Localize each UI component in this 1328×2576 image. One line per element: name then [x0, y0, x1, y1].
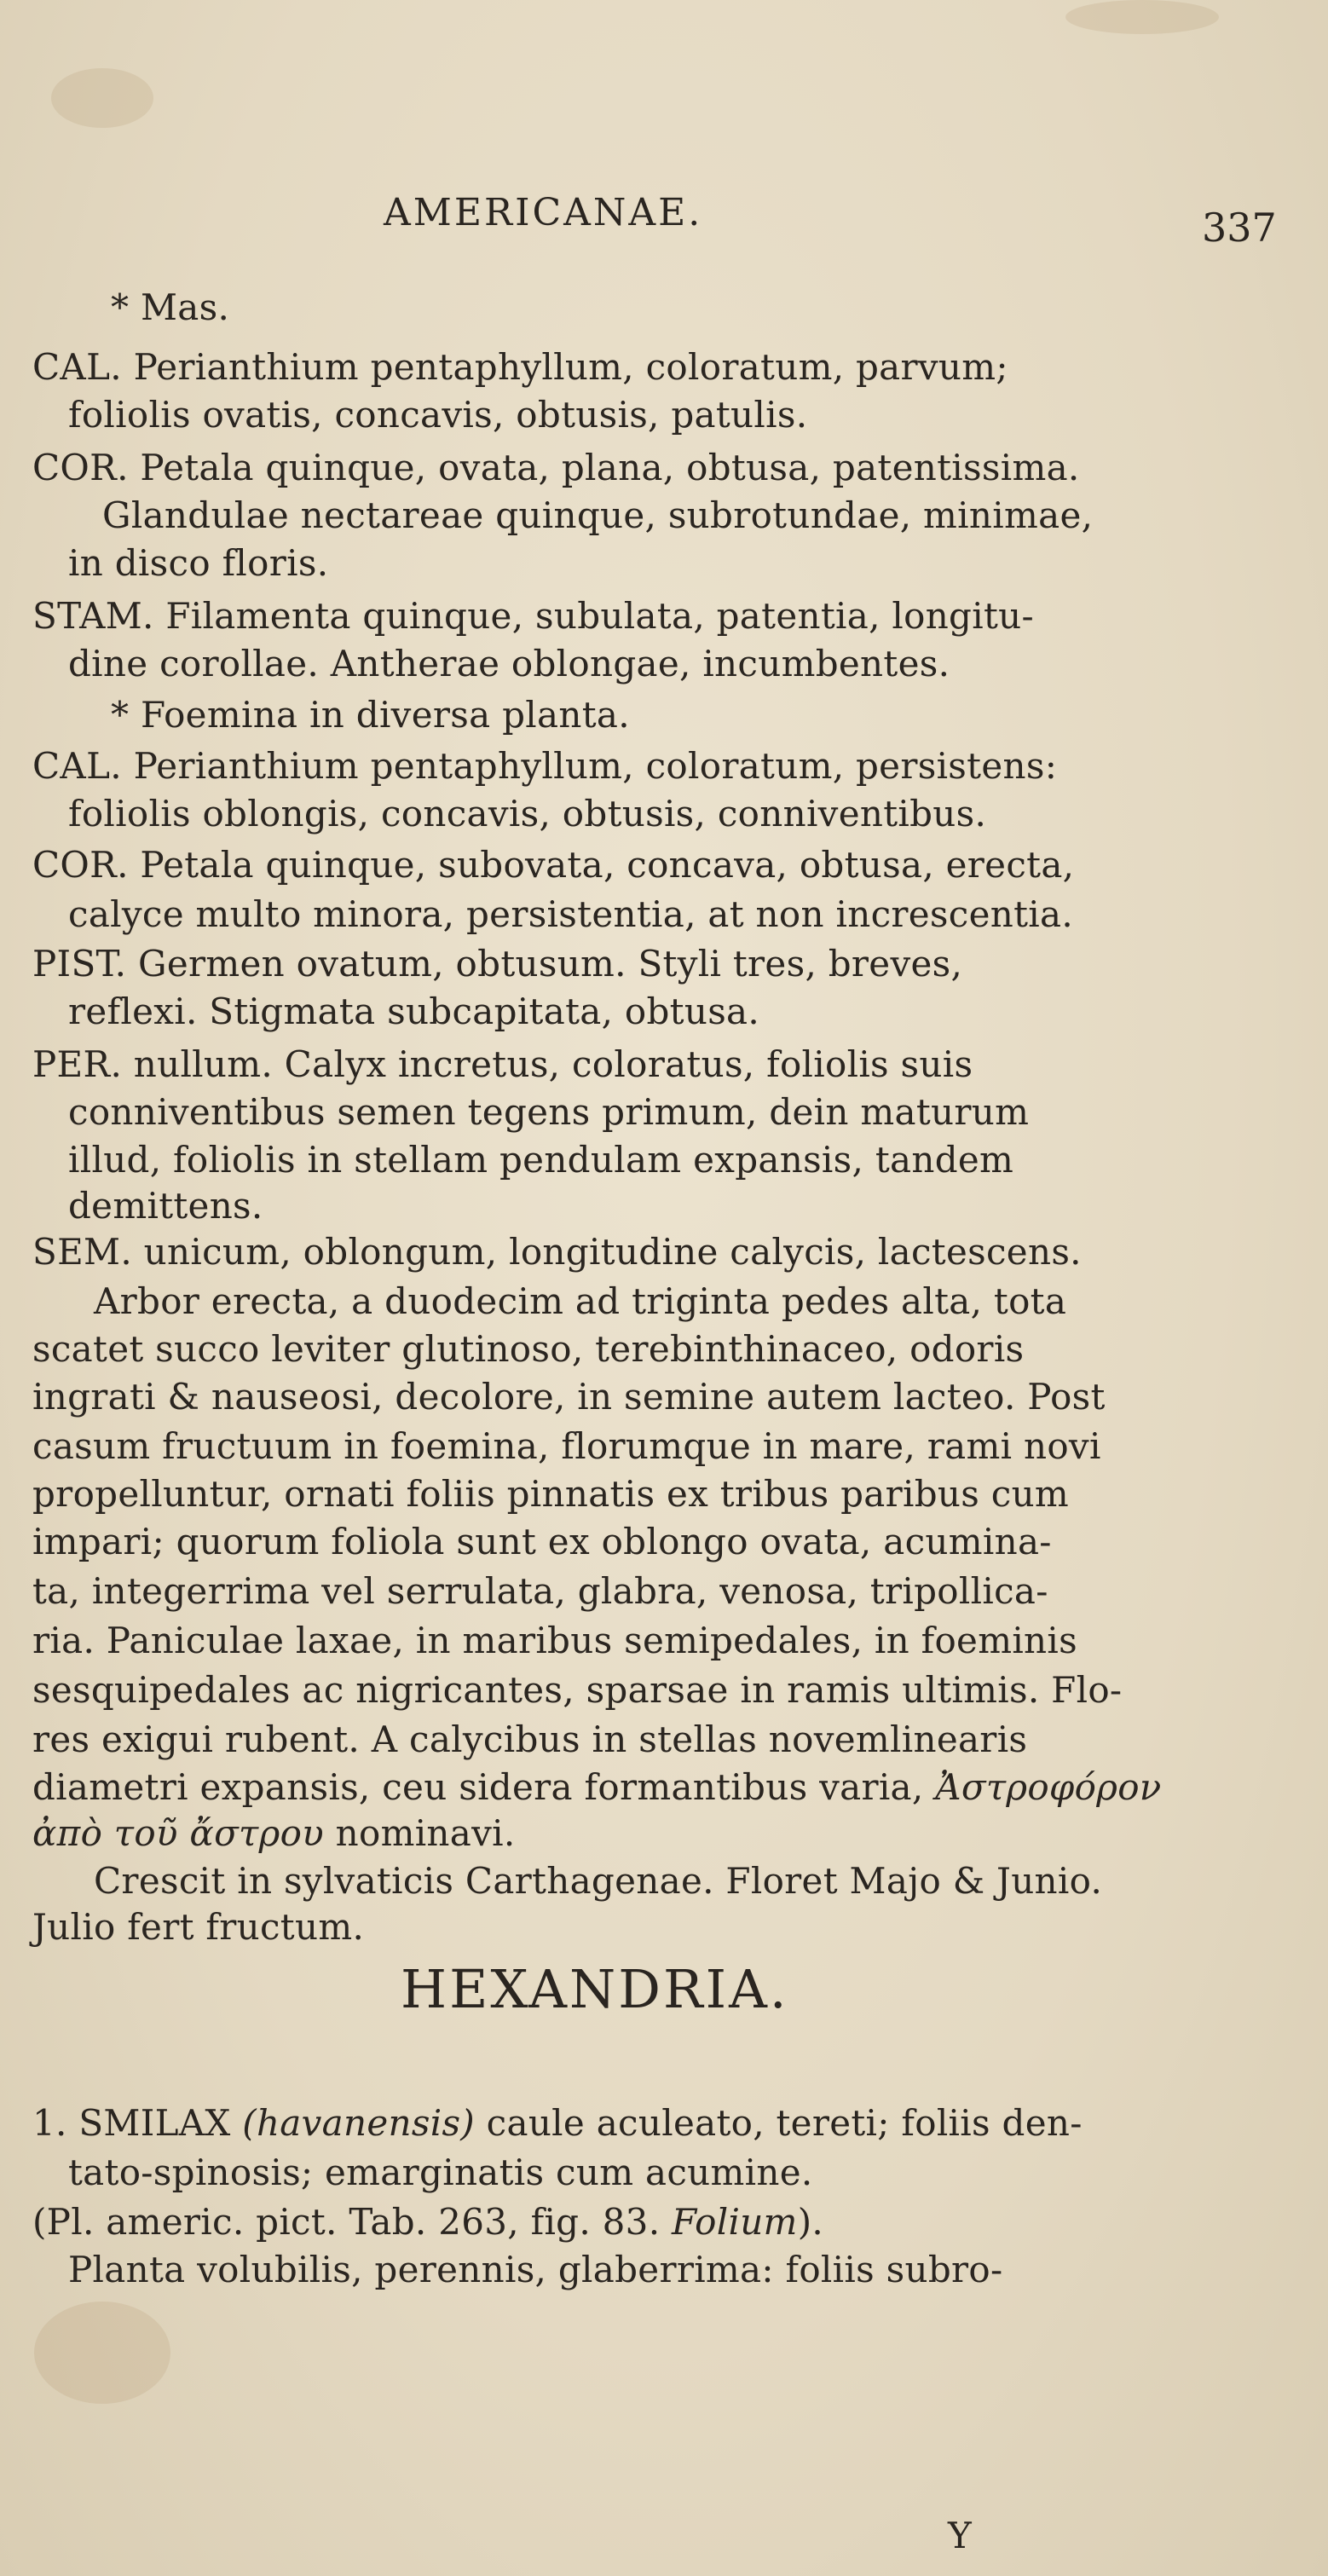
- line: reflexi. Stigmata subcapitata, obtusa.: [68, 991, 760, 1032]
- line: ria. Paniculae laxae, in maribus semipedales, in foeminis: [32, 1620, 1077, 1661]
- line: in disco floris.: [68, 542, 329, 584]
- line: [32, 844, 1328, 886]
- line: * Mas.: [111, 286, 230, 328]
- line: calyce multo minora, persistentia, at non increscentia.: [68, 893, 1074, 935]
- line: [32, 346, 1328, 388]
- line: Crescit in sylvaticis Carthagenae. Floret Majo & Junio.: [94, 1860, 1103, 1902]
- stain: [34, 2302, 170, 2404]
- label: PER.: [32, 1043, 123, 1085]
- line: foliolis ovatis, concavis, obtusis, patulis.: [68, 394, 808, 436]
- line: Planta volubilis, perennis, glaberrima: foliis subro-: [68, 2249, 1003, 2290]
- text: ).: [797, 2201, 824, 2243]
- line: Arbor erecta, a duodecim ad triginta pedes alta, tota: [94, 1280, 1067, 1322]
- line: [32, 2102, 1328, 2144]
- page-number: 337: [1202, 205, 1277, 251]
- line: tato-spinosis; emarginatis cum acumine.: [68, 2151, 813, 2193]
- text: caule aculeato, tereti; foliis den-: [475, 2102, 1083, 2144]
- text: nullum. Calyx incretus, coloratus, foliolis suis: [122, 1043, 973, 1085]
- line: demittens.: [68, 1185, 263, 1227]
- line: [32, 1043, 1328, 1085]
- stain: [1065, 0, 1219, 34]
- label: CAL.: [32, 745, 122, 787]
- stain: [51, 68, 153, 128]
- line: foliolis oblongis, concavis, obtusis, conniventibus.: [68, 793, 987, 835]
- line: res exigui rubent. A calycibus in stellas novemlinearis: [32, 1718, 1028, 1760]
- line: ingrati & nauseosi, decolore, in semine autem lacteo. Post: [32, 1376, 1106, 1418]
- text: nominavi.: [323, 1812, 516, 1854]
- running-header: AMERICANAE.: [384, 191, 703, 234]
- label: SEM.: [32, 1231, 132, 1273]
- line: * Foemina in diversa planta.: [111, 694, 630, 736]
- section-title: HEXANDRIA.: [401, 1958, 789, 2020]
- line: [32, 745, 1328, 787]
- line: Julio fert fructum.: [32, 1906, 365, 1948]
- line: [32, 1766, 1328, 1808]
- line: ta, integerrima vel serrulata, glabra, venosa, tripollica-: [32, 1570, 1048, 1612]
- text: Petala quinque, subovata, concava, obtusa, erecta,: [128, 844, 1075, 886]
- species-name: (havanensis): [242, 2102, 475, 2144]
- text: 1. SMILAX: [32, 2102, 243, 2144]
- text: Folium: [672, 2201, 798, 2243]
- line: dine corollae. Antherae oblongae, incumbentes.: [68, 643, 950, 684]
- line: impari; quorum foliola sunt ex oblongo ovata, acumina-: [32, 1521, 1052, 1562]
- text: Perianthium pentaphyllum, coloratum, persistens:: [121, 745, 1058, 787]
- label: COR.: [32, 844, 129, 886]
- line: propelluntur, ornati foliis pinnatis ex tribus paribus cum: [32, 1473, 1070, 1515]
- signature-mark: Y: [948, 2515, 972, 2556]
- line: Glandulae nectareae quinque, subrotundae, minimae,: [102, 494, 1094, 536]
- label: STAM.: [32, 595, 154, 637]
- line: [32, 1231, 1328, 1273]
- line: [32, 2201, 1328, 2243]
- label: CAL.: [32, 346, 122, 388]
- text: (Pl. americ. pict. Tab. 263, fig. 83.: [32, 2201, 673, 2243]
- text: Petala quinque, ovata, plana, obtusa, patentissima.: [128, 447, 1080, 488]
- line: scatet succo leviter glutinoso, terebinthinaceo, odoris: [32, 1328, 1025, 1370]
- line: [32, 1812, 1328, 1854]
- line: [32, 595, 1328, 637]
- line: casum fructuum in foemina, florumque in mare, rami novi: [32, 1425, 1101, 1467]
- line: conniventibus semen tegens primum, dein maturum: [68, 1091, 1030, 1133]
- text: Perianthium pentaphyllum, coloratum, parvum;: [121, 346, 1008, 388]
- greek-text: Ἀστροφόρον: [935, 1766, 1162, 1808]
- text: unicum, oblongum, longitudine calycis, lactescens.: [132, 1231, 1082, 1273]
- line: [32, 447, 1328, 488]
- line: sesquipedales ac nigricantes, sparsae in ramis ultimis. Flo-: [32, 1669, 1123, 1711]
- greek-text: ἀπὸ τοῦ ἄστρου: [32, 1812, 324, 1854]
- text: Germen ovatum, obtusum. Styli tres, breves,: [126, 943, 963, 985]
- line: [32, 943, 1328, 985]
- text: Filamenta quinque, subulata, patentia, longitu-: [153, 595, 1034, 637]
- line: illud, foliolis in stellam pendulam expansis, tandem: [68, 1139, 1014, 1181]
- label: COR.: [32, 447, 129, 488]
- label: PIST.: [32, 943, 127, 985]
- text: diametri expansis, ceu sidera formantibus varia,: [32, 1766, 936, 1808]
